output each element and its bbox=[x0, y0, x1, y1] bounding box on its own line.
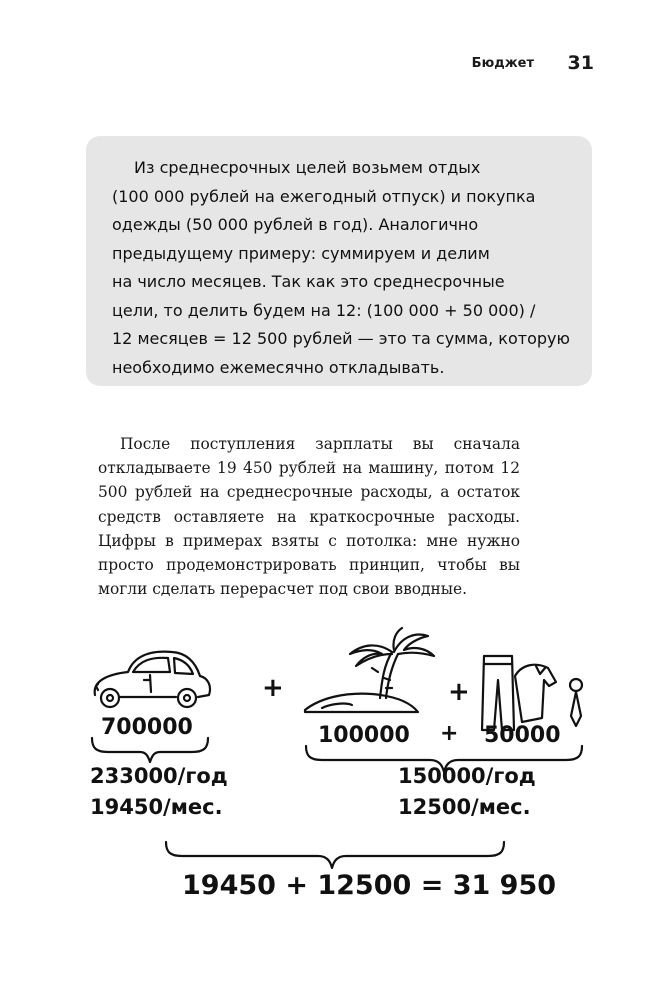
example-callout-box bbox=[86, 136, 592, 386]
body-paragraph: После поступления зарплаты вы сначала откладываете 19 450 рублей на машину, потом 12 500 рублей на среднесрочные расходы, а остаток средств оставляете на краткосрочные расходы. Цифры в примерах взяты с потолка: мне нужно просто продемонстрировать принцип, чтобы вы могли сделать перерасчет под свои вводные. bbox=[98, 435, 520, 599]
brace-total bbox=[166, 842, 504, 868]
budget-illustration bbox=[0, 620, 672, 920]
page-number: 31 bbox=[567, 52, 594, 74]
callout-line: предыдущему примеру: суммируем и делим bbox=[112, 243, 490, 263]
callout-line: (100 000 рублей на ежегодный отпуск) и покупка bbox=[112, 186, 536, 206]
callout-line: одежды (50 000 рублей в год). Аналогично bbox=[112, 215, 479, 234]
clothes-amount: 50000 bbox=[484, 723, 561, 748]
brace-car bbox=[92, 738, 208, 762]
car-per-month: 19450/мес. bbox=[90, 795, 223, 819]
callout-line: цели, то делить будем на 12: (100 000 + 50 000) / bbox=[112, 300, 536, 320]
callout-line: Из среднесрочных целей возьмем отдых bbox=[134, 158, 481, 177]
callout-line: необходимо ежемесячно откладывать. bbox=[112, 357, 445, 377]
callout-line: 12 месяцев = 12 500 рублей — это та сумма, которую bbox=[112, 329, 570, 348]
car-icon bbox=[95, 652, 210, 707]
plus-sign: + bbox=[440, 721, 459, 746]
clothes-icon bbox=[482, 656, 582, 730]
plus-sign: + bbox=[448, 677, 470, 707]
callout-line: на число месяцев. Так как это среднесрочные bbox=[112, 272, 505, 291]
callout-text bbox=[112, 154, 574, 382]
page-header bbox=[0, 52, 672, 82]
car-amount: 700000 bbox=[101, 715, 193, 740]
mid-term-per-year: 150000/год bbox=[398, 764, 536, 788]
car-per-year: 233000/год bbox=[90, 764, 228, 788]
mid-term-per-month: 12500/мес. bbox=[398, 795, 531, 819]
vacation-amount: 100000 bbox=[318, 723, 410, 748]
running-title: Бюджет bbox=[471, 56, 534, 71]
palm-island-icon bbox=[305, 628, 434, 712]
plus-sign: + bbox=[262, 673, 284, 703]
total-equation: 19450 + 12500 = 31 950 bbox=[182, 870, 557, 901]
